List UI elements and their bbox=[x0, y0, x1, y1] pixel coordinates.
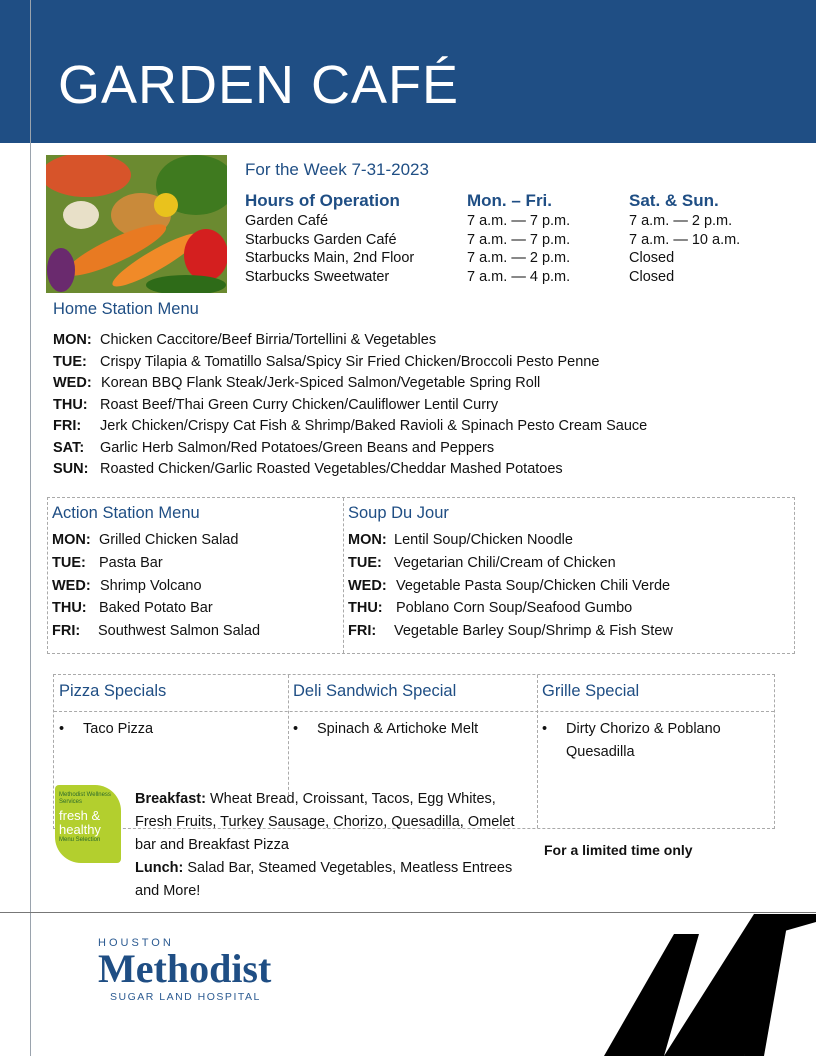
menu-row bbox=[53, 418, 647, 440]
bullet-icon: • bbox=[542, 721, 548, 737]
location-name: Starbucks Garden Café bbox=[245, 231, 397, 248]
day-label: THU: bbox=[52, 600, 87, 617]
bullet-icon: • bbox=[293, 721, 299, 737]
menu-item: Vegetarian Chili/Cream of Chicken bbox=[394, 554, 616, 571]
soup-list bbox=[348, 532, 673, 646]
day-label: MON: bbox=[53, 332, 92, 348]
lunch-label: Lunch: bbox=[135, 860, 184, 876]
day-label: WED: bbox=[52, 577, 91, 594]
column-divider bbox=[537, 675, 538, 828]
houston-methodist-logo bbox=[76, 925, 330, 1015]
menu-row bbox=[348, 555, 673, 578]
logo-top-text: HOUSTON bbox=[98, 937, 174, 949]
column-divider bbox=[288, 675, 289, 795]
day-label: WED: bbox=[348, 577, 387, 594]
weekend-hours: 7 a.m. — 10 a.m. bbox=[629, 231, 741, 248]
action-station-title: Action Station Menu bbox=[52, 504, 200, 522]
day-label: THU: bbox=[348, 600, 383, 617]
menu-item: Garlic Herb Salmon/Red Potatoes/Green Beans and Peppers bbox=[100, 439, 495, 456]
menu-item: Chicken Caccitore/Beef Birria/Tortellini & Vegetables bbox=[100, 332, 437, 348]
logo-sub-text: SUGAR LAND HOSPITAL bbox=[110, 991, 261, 1003]
week-label: For the Week 7-31-2023 bbox=[245, 160, 429, 179]
menu-item: Jerk Chicken/Crispy Cat Fish & Shrimp/Baked Ravioli & Spinach Pesto Cream Sauce bbox=[100, 418, 648, 434]
special-text: Dirty Chorizo & Poblano Quesadilla bbox=[566, 721, 721, 760]
badge-caption: Menu Selection bbox=[59, 837, 101, 843]
weekday-hours: 7 a.m. — 4 p.m. bbox=[467, 268, 571, 285]
day-label: MON: bbox=[52, 532, 91, 548]
menu-item: Baked Potato Bar bbox=[99, 600, 213, 617]
day-label: TUE: bbox=[348, 554, 382, 571]
menu-item: Shrimp Volcano bbox=[100, 577, 202, 594]
menu-row bbox=[53, 375, 647, 397]
fresh-healthy-badge bbox=[55, 785, 121, 863]
page-title: GARDEN CAFÉ bbox=[58, 55, 460, 115]
hours-col-weekend: Sat. & Sun. bbox=[629, 191, 719, 210]
menu-row bbox=[52, 623, 260, 646]
vegetables-photo bbox=[46, 155, 227, 293]
footer-rule bbox=[0, 912, 816, 913]
column-divider bbox=[343, 498, 344, 653]
breakfast-label: Breakfast: bbox=[135, 791, 206, 807]
special-text: Spinach & Artichoke Melt bbox=[317, 721, 479, 737]
menu-row bbox=[348, 532, 673, 555]
menu-item: Pasta Bar bbox=[99, 554, 163, 571]
weekend-hours: Closed bbox=[629, 250, 675, 266]
home-station-title: Home Station Menu bbox=[53, 300, 199, 318]
day-label: TUE: bbox=[52, 554, 86, 571]
menu-item: Korean BBQ Flank Steak/Jerk-Spiced Salmon/Vegetable Spring Roll bbox=[101, 375, 541, 391]
special-text: Taco Pizza bbox=[83, 721, 154, 737]
action-station-list bbox=[52, 532, 260, 646]
page-header bbox=[0, 0, 816, 143]
menu-item: Poblano Corn Soup/Seafood Gumbo bbox=[396, 600, 633, 617]
menu-item: Southwest Salmon Salad bbox=[98, 623, 261, 640]
menu-row bbox=[52, 578, 260, 601]
menu-item: Lentil Soup/Chicken Noodle bbox=[394, 532, 573, 548]
day-label: FRI: bbox=[53, 418, 82, 434]
menu-item: Vegetable Barley Soup/Shrimp & Fish Stew bbox=[394, 623, 673, 640]
weekday-hours: 7 a.m. — 7 p.m. bbox=[467, 231, 571, 248]
menu-row bbox=[348, 578, 673, 601]
menu-row bbox=[53, 332, 647, 354]
home-station-list bbox=[53, 332, 647, 483]
day-label: SAT: bbox=[53, 439, 85, 456]
menu-item: Roasted Chicken/Garlic Roasted Vegetables/Cheddar Mashed Potatoes bbox=[100, 461, 563, 477]
menu-row bbox=[53, 397, 647, 419]
day-label: SUN: bbox=[53, 461, 89, 477]
badge-slogan: fresh & healthy bbox=[59, 808, 101, 837]
location-name: Starbucks Sweetwater bbox=[245, 268, 390, 285]
menu-row bbox=[52, 600, 260, 623]
weekend-hours: 7 a.m. — 2 p.m. bbox=[629, 213, 733, 229]
day-label: FRI: bbox=[52, 623, 81, 640]
soup-title: Soup Du Jour bbox=[348, 504, 449, 522]
menu-row bbox=[52, 532, 260, 555]
lunch-text: Salad Bar, Steamed Vegetables, Meatless Entrees and More! bbox=[135, 860, 513, 899]
left-rule bbox=[30, 0, 31, 1056]
methodist-m-mark-icon bbox=[604, 914, 816, 1056]
pizza-specials-title: Pizza Specials bbox=[59, 682, 167, 700]
day-label: FRI: bbox=[348, 623, 377, 640]
weekend-hours: Closed bbox=[629, 268, 675, 285]
menu-row bbox=[348, 623, 673, 646]
menu-item: Roast Beef/Thai Green Curry Chicken/Cauliflower Lentil Curry bbox=[100, 396, 499, 413]
day-label: TUE: bbox=[53, 353, 87, 370]
location-name: Garden Café bbox=[245, 213, 329, 229]
deli-special-title: Deli Sandwich Special bbox=[293, 682, 457, 700]
grille-special-title: Grille Special bbox=[542, 682, 640, 700]
day-label: WED: bbox=[53, 375, 92, 391]
menu-item: Grilled Chicken Salad bbox=[99, 532, 239, 548]
menu-row bbox=[53, 461, 647, 483]
hours-col-weekday: Mon. – Fri. bbox=[467, 191, 552, 210]
menu-row bbox=[348, 600, 673, 623]
location-name: Starbucks Main, 2nd Floor bbox=[245, 250, 415, 266]
menu-row bbox=[53, 440, 647, 462]
day-label: MON: bbox=[348, 532, 387, 548]
logo-main-text: Methodist bbox=[98, 946, 272, 991]
menu-item: Vegetable Pasta Soup/Chicken Chili Verde bbox=[396, 577, 671, 594]
action-soup-box bbox=[47, 497, 795, 654]
limited-time-note: For a limited time only bbox=[544, 842, 693, 858]
menu-row bbox=[52, 555, 260, 578]
breakfast-text: Wheat Bread, Croissant, Tacos, Egg Whites, Fresh Fruits, Turkey Sausage, Chorizo, Quesadilla, Omelet bar and Breakfast Pizza bbox=[135, 791, 515, 853]
weekday-hours: 7 a.m. — 7 p.m. bbox=[467, 213, 571, 229]
day-label: THU: bbox=[53, 396, 88, 413]
weekday-hours: 7 a.m. — 2 p.m. bbox=[467, 250, 571, 266]
menu-row bbox=[53, 354, 647, 376]
badge-org: Methodist Wellness Services bbox=[59, 792, 111, 805]
menu-item: Crispy Tilapia & Tomatillo Salsa/Spicy Sir Fried Chicken/Broccoli Pesto Penne bbox=[100, 353, 600, 370]
header-divider bbox=[54, 711, 774, 712]
hours-col-title: Hours of Operation bbox=[245, 191, 400, 210]
bullet-icon: • bbox=[59, 721, 65, 737]
meal-notes bbox=[135, 788, 515, 903]
